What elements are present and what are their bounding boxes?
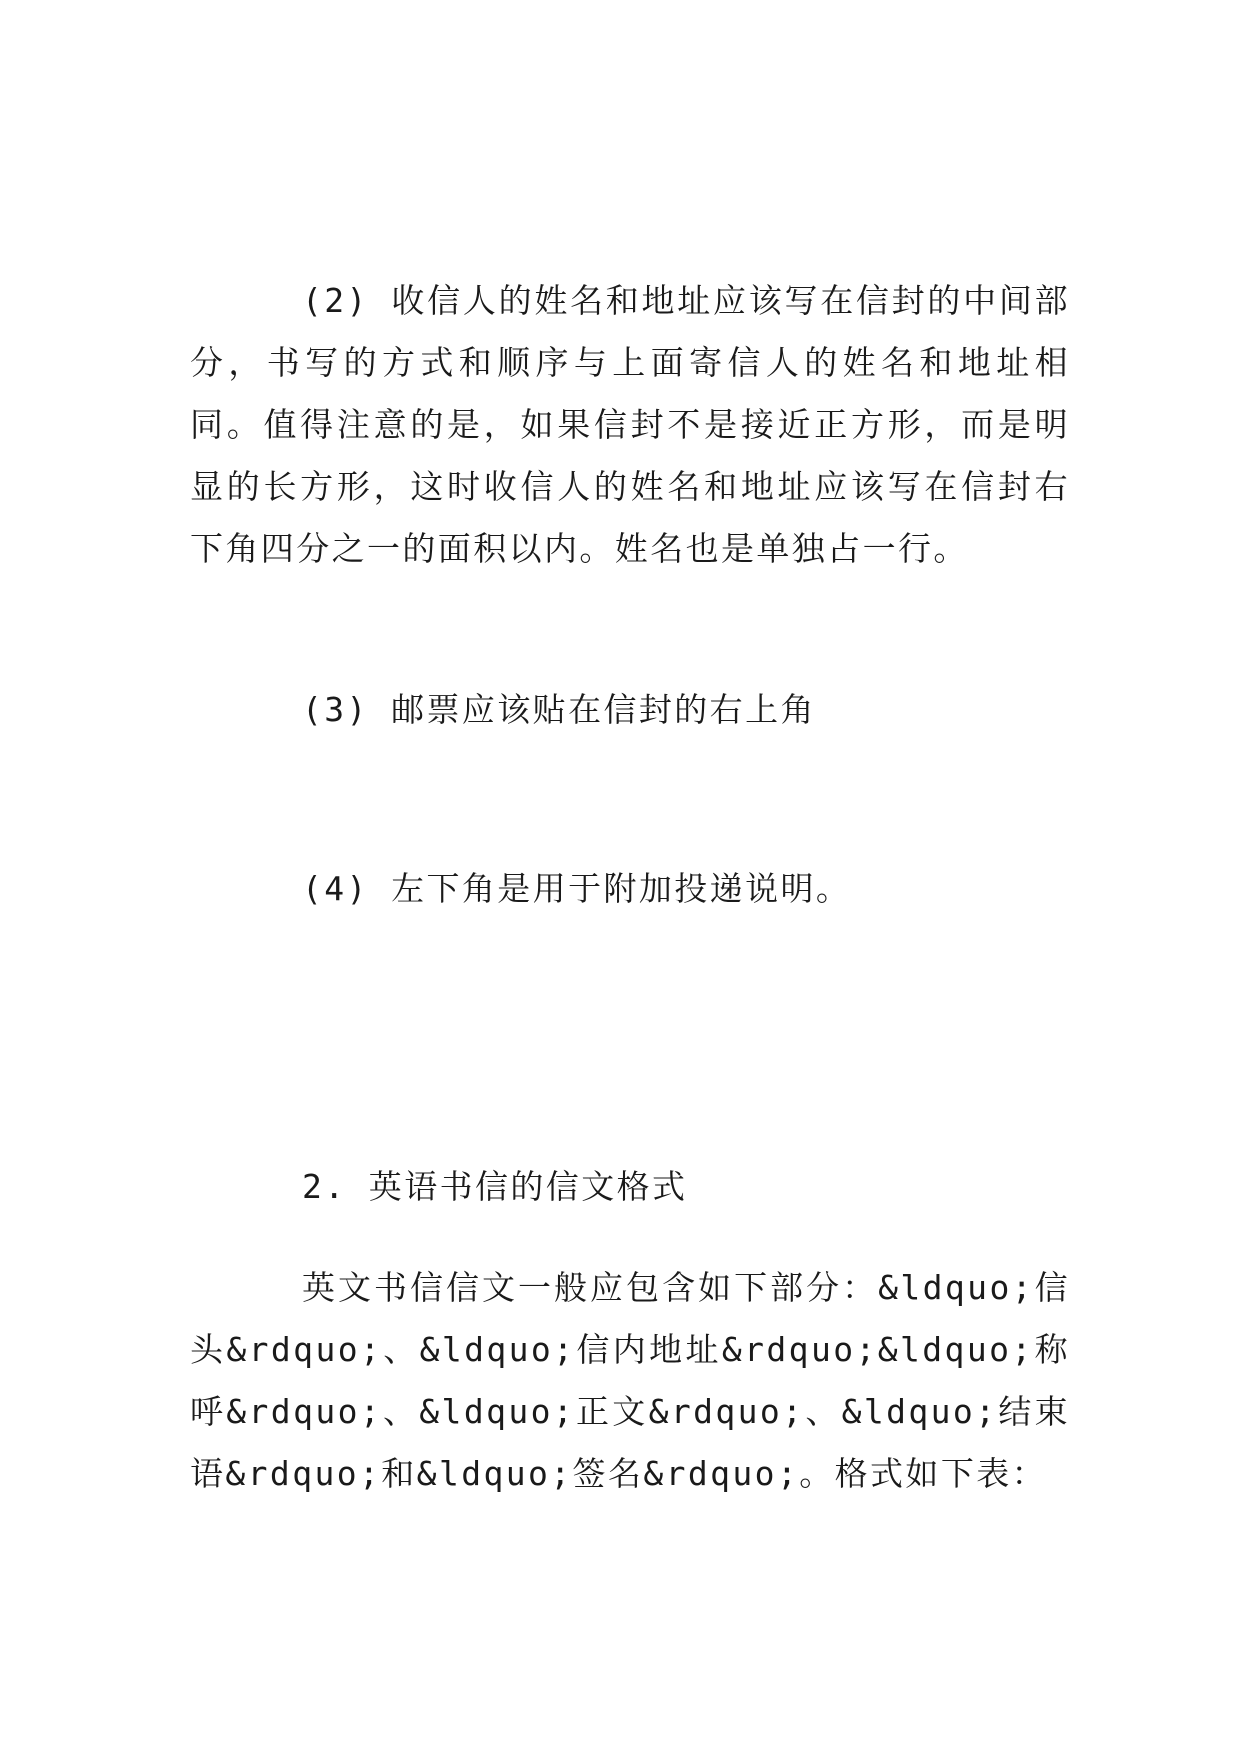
section-heading: 2. 英语书信的信文格式	[302, 1167, 688, 1206]
paragraph-stamp: (3) 邮票应该贴在信封的右上角	[302, 690, 816, 729]
paragraph-letter-format: 英文书信信文一般应包含如下部分：&ldquo;信头&rdquo;、&ldquo;信内地址&rdquo;&ldquo;称呼&rdquo;、&ldquo;正文&rdquo;、&ldquo;结束语&rdquo;和&ldquo;签名&rdquo;。格式如下表：	[190, 1268, 1070, 1493]
paragraph-recipient-address: (2) 收信人的姓名和地址应该写在信封的中间部分，书写的方式和顺序与上面寄信人的姓名和地址相同。值得注意的是，如果信封不是接近正方形，而是明显的长方形，这时收信人的姓名和地址应该写在信封右下角四分之一的面积以内。姓名也是单独占一行。	[190, 281, 1070, 568]
paragraph-lower-left: (4) 左下角是用于附加投递说明。	[302, 869, 852, 908]
